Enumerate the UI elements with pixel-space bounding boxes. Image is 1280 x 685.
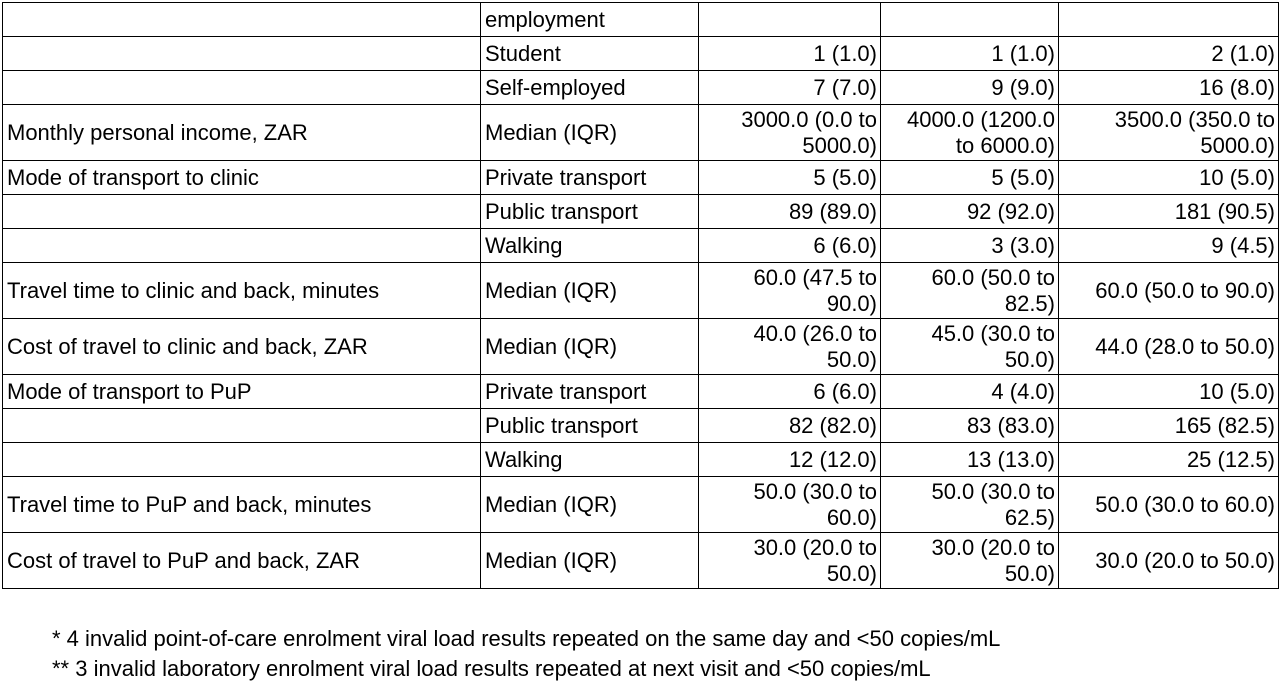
value-line: 60.0 (50.0 to (931, 264, 1055, 290)
variable-cell: Monthly personal income, ZAR (3, 105, 481, 161)
value-cell-3 (1059, 409, 1279, 443)
value-cell-2 (881, 263, 1059, 319)
level-cell: Walking (481, 443, 699, 477)
table-row (3, 319, 1279, 375)
level-cell: employment (481, 3, 699, 37)
level-cell: Public transport (481, 195, 699, 229)
value-line: 1 (1.0) (991, 40, 1055, 66)
value-cell-2 (881, 229, 1059, 263)
value-line: 89 (89.0) (788, 198, 877, 224)
variable-cell: Travel time to clinic and back, minutes (3, 263, 481, 319)
value-cell-3 (1059, 533, 1279, 589)
table-row (3, 263, 1279, 319)
level-cell: Private transport (481, 161, 699, 195)
value-line: 82.5) (1004, 290, 1055, 316)
level-cell: Self-employed (481, 71, 699, 105)
table-row (3, 161, 1279, 195)
value-line: 9 (9.0) (991, 74, 1055, 100)
value-line: 45.0 (30.0 to (931, 320, 1055, 346)
value-line: 9 (4.5) (1211, 232, 1275, 258)
value-cell-2 (881, 3, 1059, 37)
value-line: 44.0 (28.0 to 50.0) (1095, 333, 1275, 359)
value-line: 10 (5.0) (1199, 378, 1275, 404)
variable-cell (3, 3, 481, 37)
value-line: 82 (82.0) (788, 412, 877, 438)
value-line: 60.0 (47.5 to (753, 264, 877, 290)
value-line: 3000.0 (0.0 to (741, 106, 877, 132)
value-line: 10 (5.0) (1199, 164, 1275, 190)
value-cell-1 (699, 37, 881, 71)
table-row (3, 195, 1279, 229)
value-line: 30.0 (20.0 to 50.0) (1095, 547, 1275, 573)
value-cell-2 (881, 477, 1059, 533)
value-cell-3 (1059, 161, 1279, 195)
value-line: 30.0 (20.0 to (753, 534, 877, 560)
value-cell-1 (699, 263, 881, 319)
table-row (3, 105, 1279, 161)
variable-cell (3, 37, 481, 71)
table-row (3, 229, 1279, 263)
data-table (2, 2, 1279, 589)
variable-cell: Mode of transport to PuP (3, 375, 481, 409)
value-cell-2 (881, 105, 1059, 161)
value-line: 50.0) (1004, 346, 1055, 372)
variable-cell: Travel time to PuP and back, minutes (3, 477, 481, 533)
value-cell-1 (699, 161, 881, 195)
value-cell-1 (699, 443, 881, 477)
value-line: 50.0 (30.0 to (753, 478, 877, 504)
level-cell: Student (481, 37, 699, 71)
value-line: 60.0) (826, 504, 877, 530)
value-cell-1 (699, 409, 881, 443)
value-line: to 6000.0) (955, 132, 1055, 158)
footnote-1: * 4 invalid point-of-care enrolment viral load results repeated on the same day and <50 copies/mL (52, 626, 1001, 651)
value-line: 1 (1.0) (813, 40, 877, 66)
value-cell-1 (699, 3, 881, 37)
table-row (3, 375, 1279, 409)
value-cell-3 (1059, 263, 1279, 319)
value-line: 5 (5.0) (813, 164, 877, 190)
value-cell-2 (881, 443, 1059, 477)
variable-cell: Cost of travel to PuP and back, ZAR (3, 533, 481, 589)
value-line: 181 (90.5) (1174, 198, 1275, 224)
value-cell-2 (881, 409, 1059, 443)
value-cell-3 (1059, 105, 1279, 161)
level-cell: Walking (481, 229, 699, 263)
value-cell-2 (881, 375, 1059, 409)
value-line: 16 (8.0) (1199, 74, 1275, 100)
value-cell-3 (1059, 477, 1279, 533)
value-cell-1 (699, 229, 881, 263)
value-cell-3 (1059, 375, 1279, 409)
table-row (3, 409, 1279, 443)
value-line: 50.0 (30.0 to (931, 478, 1055, 504)
value-line: 5000.0) (1200, 132, 1275, 158)
value-line: 83 (83.0) (966, 412, 1055, 438)
value-line: 6 (6.0) (813, 378, 877, 404)
value-cell-1 (699, 375, 881, 409)
value-line: 50.0) (826, 560, 877, 586)
value-line: 25 (12.5) (1186, 446, 1275, 472)
value-cell-3 (1059, 37, 1279, 71)
value-cell-3 (1059, 229, 1279, 263)
value-line: 50.0) (826, 346, 877, 372)
value-cell-1 (699, 195, 881, 229)
value-line: 165 (82.5) (1174, 412, 1275, 438)
value-line: 50.0) (1004, 560, 1055, 586)
level-cell: Median (IQR) (481, 263, 699, 319)
value-line: 4 (4.0) (991, 378, 1055, 404)
value-line: 7 (7.0) (813, 74, 877, 100)
value-cell-2 (881, 161, 1059, 195)
value-line: 12 (12.0) (788, 446, 877, 472)
value-line: 6 (6.0) (813, 232, 877, 258)
value-cell-1 (699, 71, 881, 105)
level-cell: Median (IQR) (481, 533, 699, 589)
value-cell-1 (699, 319, 881, 375)
value-cell-3 (1059, 3, 1279, 37)
level-cell: Median (IQR) (481, 105, 699, 161)
value-line: 60.0 (50.0 to 90.0) (1095, 277, 1275, 303)
value-cell-1 (699, 105, 881, 161)
variable-cell (3, 195, 481, 229)
table-body (3, 3, 1279, 589)
variable-cell (3, 71, 481, 105)
value-line: 50.0 (30.0 to 60.0) (1095, 491, 1275, 517)
footnotes (52, 624, 1000, 684)
variable-cell: Cost of travel to clinic and back, ZAR (3, 319, 481, 375)
value-line: 5000.0) (802, 132, 877, 158)
value-cell-2 (881, 195, 1059, 229)
table-row (3, 71, 1279, 105)
value-line: 5 (5.0) (991, 164, 1055, 190)
value-line: 92 (92.0) (966, 198, 1055, 224)
value-line: 40.0 (26.0 to (753, 320, 877, 346)
level-cell: Private transport (481, 375, 699, 409)
value-line: 62.5) (1004, 504, 1055, 530)
value-line: 4000.0 (1200.0 (906, 106, 1055, 132)
value-line: 3500.0 (350.0 to (1114, 106, 1275, 132)
value-cell-1 (699, 533, 881, 589)
level-cell: Median (IQR) (481, 477, 699, 533)
table-row (3, 477, 1279, 533)
variable-cell (3, 443, 481, 477)
footnote-2: ** 3 invalid laboratory enrolment viral load results repeated at next visit and <50 copies/mL (52, 656, 931, 681)
value-cell-3 (1059, 319, 1279, 375)
value-line: 13 (13.0) (966, 446, 1055, 472)
value-line: 30.0 (20.0 to (931, 534, 1055, 560)
variable-cell (3, 409, 481, 443)
value-cell-2 (881, 319, 1059, 375)
table-row (3, 3, 1279, 37)
level-cell: Median (IQR) (481, 319, 699, 375)
value-cell-2 (881, 37, 1059, 71)
value-cell-3 (1059, 195, 1279, 229)
value-cell-3 (1059, 443, 1279, 477)
table-row (3, 37, 1279, 71)
variable-cell (3, 229, 481, 263)
value-line: 90.0) (826, 290, 877, 316)
value-cell-2 (881, 533, 1059, 589)
variable-cell: Mode of transport to clinic (3, 161, 481, 195)
value-cell-2 (881, 71, 1059, 105)
table-row (3, 443, 1279, 477)
value-cell-1 (699, 477, 881, 533)
value-cell-3 (1059, 71, 1279, 105)
value-line: 2 (1.0) (1211, 40, 1275, 66)
value-line: 3 (3.0) (991, 232, 1055, 258)
table-row (3, 533, 1279, 589)
level-cell: Public transport (481, 409, 699, 443)
